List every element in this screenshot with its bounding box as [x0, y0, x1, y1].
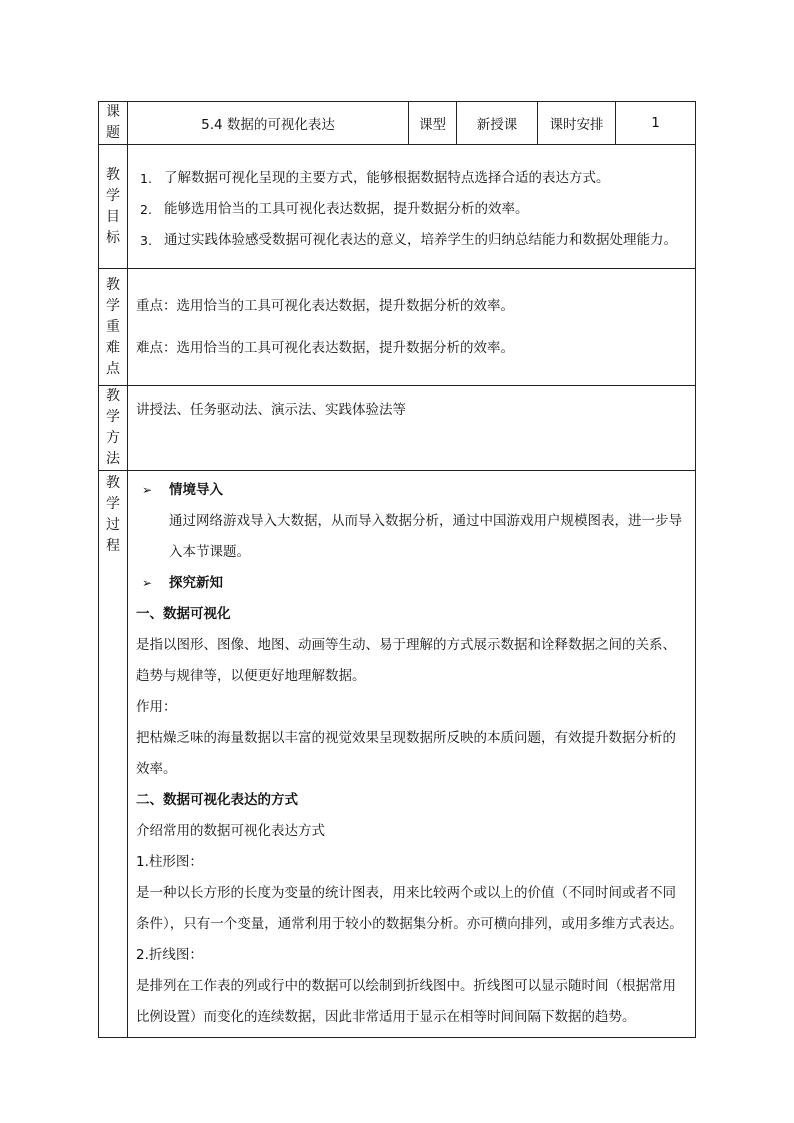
- difficulties-label-text: 教 学 重 难 点: [106, 276, 120, 377]
- objective-item: [140, 194, 688, 225]
- explore-title: 探究新知: [169, 575, 223, 591]
- section-1-use-label: 作用：: [136, 699, 177, 715]
- schedule-label: 课时安排: [538, 102, 616, 145]
- difficulties-label: [99, 269, 128, 386]
- intro-text: 通过网络游戏导入大数据，从而导入数据分析，通过中国游戏用户规模图表，进一步导入本节课题。: [169, 513, 682, 560]
- hard-point: 难点：选用恰当的工具可视化表达数据，提升数据分析的效率。: [136, 340, 514, 356]
- arrow-bullet-icon: ➢: [142, 576, 153, 590]
- topic-value: 5.4 数据的可视化表达: [128, 102, 409, 145]
- process-content: [128, 471, 696, 1038]
- objectives-label: [99, 145, 128, 269]
- section-2-intro: 介绍常用的数据可视化表达方式: [136, 823, 325, 839]
- objective-text: 了解数据可视化呈现的主要方式，能够根据数据特点选择合适的表达方式。: [164, 170, 610, 186]
- objectives-content: [128, 145, 696, 269]
- key-point: 重点：选用恰当的工具可视化表达数据，提升数据分析的效率。: [136, 298, 514, 314]
- objectives-label-text: 教 学 目 标: [106, 166, 120, 246]
- methods-label-text: 教 学 方 法: [106, 388, 120, 467]
- methods-row: [99, 386, 696, 471]
- process-row: [99, 471, 696, 1038]
- objectives-row: [99, 145, 696, 269]
- objective-number: 3.: [140, 233, 152, 248]
- topic-label: [99, 102, 128, 145]
- section-1-use: 把枯燥乏味的海量数据以丰富的视觉效果呈现数据所反映的本质问题，有效提升数据分析的效率。: [136, 730, 676, 777]
- methods-label: [99, 386, 128, 471]
- explore-heading: [136, 568, 687, 599]
- intro-heading: [136, 475, 687, 506]
- type-label: 课型: [409, 102, 457, 145]
- line-chart-title: 2.折线图：: [136, 947, 203, 963]
- section-1-title: 一、数据可视化: [136, 606, 231, 622]
- objective-number: 1.: [140, 171, 152, 186]
- bar-chart-text: 是一种以长方形的长度为变量的统计图表，用来比较两个或以上的价值（不同时间或者不同条件），只有一个变量，通常利用于较小的数据集分析。亦可横向排列，或用多维方式表达。: [136, 885, 683, 932]
- section-1-definition: 是指以图形、图像、地图、动画等生动、易于理解的方式展示数据和诠释数据之间的关系、趋势与规律等，以便更好地理解数据。: [136, 637, 676, 684]
- objective-item: [140, 225, 688, 256]
- objective-item: [140, 163, 688, 194]
- topic-label-text: 课 题: [106, 104, 120, 141]
- section-2-title: 二、数据可视化表达的方式: [136, 792, 298, 808]
- type-value: 新授课: [457, 102, 538, 145]
- lesson-plan-table: [98, 101, 696, 1038]
- arrow-bullet-icon: ➢: [142, 483, 153, 497]
- process-label-text: 教 学 过 程: [106, 475, 120, 554]
- intro-title: 情境导入: [169, 482, 223, 498]
- schedule-value: 1: [616, 102, 696, 145]
- header-row: [99, 102, 696, 145]
- difficulties-content: [128, 269, 696, 386]
- line-chart-text: 是排列在工作表的列或行中的数据可以绘制到折线图中。折线图可以显示随时间（根据常用比例设置）而变化的连续数据，因此非常适用于显示在相等时间间隔下数据的趋势。: [136, 978, 676, 1025]
- difficulties-row: [99, 269, 696, 386]
- process-label: [99, 471, 128, 1038]
- objective-number: 2.: [140, 202, 152, 217]
- objective-text: 能够选用恰当的工具可视化表达数据，提升数据分析的效率。: [164, 201, 529, 217]
- objective-text: 通过实践体验感受数据可视化表达的意义，培养学生的归纳总结能力和数据处理能力。: [164, 232, 677, 248]
- bar-chart-title: 1.柱形图：: [136, 854, 203, 870]
- methods-content: 讲授法、任务驱动法、演示法、实践体验法等: [128, 386, 696, 471]
